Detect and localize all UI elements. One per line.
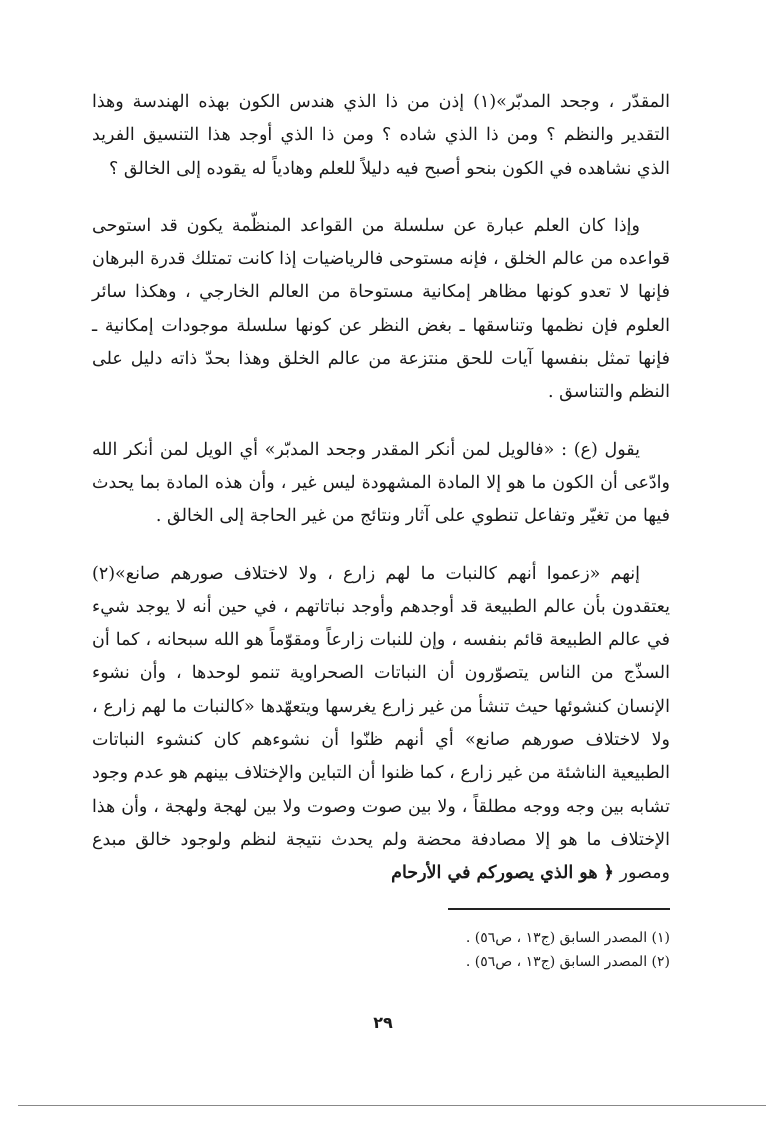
- footnotes: [92, 926, 670, 974]
- paragraph-4-text: إنهم «زعموا أنهم كالنبات ما لهم زارع ، ولا لاختلاف صورهم صانع»(٢) يعتقدون بأن عالم الطبيعة قد أوجدهم وأوجد نباتاتهم ، في حين أنه لا يوجد شيء في عالم الطبيعة قائم بنفسه ، وإن للنبات زارعاً ومقوّماً هو الله سبحانه ، كما أن السذّج من الناس يتصوّرون أن النباتات الصحراوية تنمو لوحدها ، وأن نشوء الإنسان كنشوئها حيث تنشأ من غير زارع يغرسها ويتعهّدها «كالنبات ما لهم زارع ، ولا لاختلاف صورهم صانع» أي أنهم ظنّوا أن نشوءهم كان كنشوء النباتات الطبيعية الناشئة من غير زارع ، كما ظنوا أن التباين والإختلاف بينهم هو عدم وجود تشابه بين وجه ووجه مطلقاً ، ولا بين صوت وصوت ولا بين لهجة ولهجة ، وأن هذا الإختلاف ما هو إلا مصادفة محضة ولم يحدث نتيجة لنظم ولوجود خالق مبدع ومصور: [92, 563, 670, 884]
- footnote-2: (٢) المصدر السابق (ج١٣ ، ص٥٦) .: [465, 954, 670, 970]
- main-text: [92, 86, 670, 891]
- paragraph-4: [92, 558, 670, 891]
- paragraph-2: وإذا كان العلم عبارة عن سلسلة من القواعد المنظّمة يكون قد استوحى قواعده من عالم الخلق ، فإنه مستوحى فالرياضيات إذا كانت تمتلك قدرة البرهان فإنها لا تعدو كونها مظاهر إمكانية مستوحاة من العالم الخارجي ، وهكذا سائر العلوم فإن نظمها وتناسقها ـ بغض النظر عن كونها سلسلة موجودات إمكانية ـ فإنها تمثل بنفسها آيات للحق منتزعة من عالم الخلق وهذا بحدّ ذاته دليل على النظم والتناسق .: [92, 215, 670, 403]
- page-bottom-rule: [18, 1105, 766, 1106]
- footnote-1: (١) المصدر السابق (ج١٣ ، ص٥٦) .: [465, 930, 670, 946]
- paragraph-3: يقول (ع) : «فالويل لمن أنكر المقدر وجحد المدبّر» أي الويل لمن أنكر الله وادّعى أن الكون ما هو إلا المادة المشهودة ليس غير ، وأن هذه المادة بما يحدث فيها من تغيّر وتفاعل تنطوي على آثار ونتائج من غير الحاجة إلى الخالق .: [92, 439, 670, 527]
- paragraph-1: المقدّر ، وجحد المدبّر»(١) إذن من ذا الذي هندس الكون بهذه الهندسة وهذا التقدير والنظم ؟ ومن ذا الذي شاده ؟ ومن ذا الذي أوجد هذا التنسيق الفريد الذي نشاهده في الكون بنحو أصبح فيه دليلاً للعلم وهادياً له يقوده إلى الخالق ؟: [92, 92, 670, 179]
- page-number: ٢٩: [373, 1013, 393, 1032]
- footnote-separator: [448, 908, 670, 910]
- quran-verse-fragment: ﴿ هو الذي يصوركم في الأرحام: [391, 863, 614, 884]
